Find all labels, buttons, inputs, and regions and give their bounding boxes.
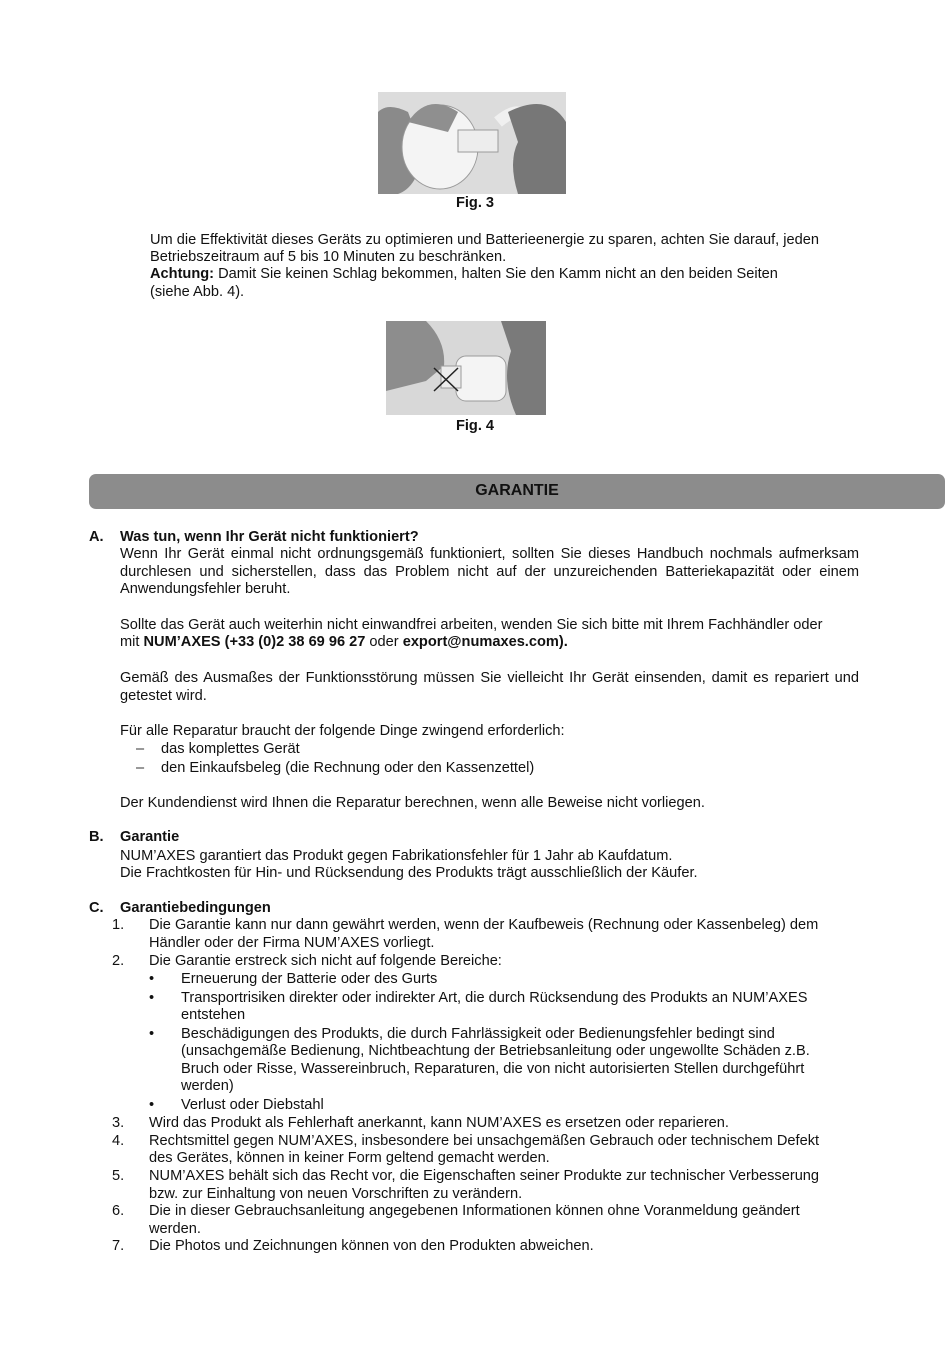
section-c-title: Garantiebedingungen	[120, 900, 271, 916]
section-c-letter: C.	[89, 900, 104, 916]
sub-item-line: Verlust oder Diebstahl	[181, 1097, 324, 1113]
list-number: 4.	[112, 1133, 125, 1149]
section-b-line-2: Die Frachtkosten für Hin- und Rücksendung des Produkts trägt ausschließlich der Käufer.	[120, 865, 698, 881]
list-item: das komplettes Gerät	[161, 741, 300, 757]
condition-line: Wird das Produkt als Fehlerhaft anerkannt, kann NUM’AXES es ersetzen oder reparieren.	[149, 1115, 729, 1131]
section-b-title: Garantie	[120, 829, 180, 845]
section-a-letter: A.	[89, 529, 104, 545]
list-dash: –	[136, 760, 145, 776]
garantie-banner	[89, 474, 945, 509]
section-b-letter: B.	[89, 829, 104, 845]
list-number: 1.	[112, 917, 125, 933]
condition-line: Händler oder der Firma NUM’AXES vorliegt.	[149, 935, 435, 951]
warning-label: Achtung:	[150, 266, 215, 282]
intro-line-1: Um die Effektivität dieses Geräts zu optimieren und Batterieenergie zu sparen, achten Sie darauf, jeden	[150, 232, 819, 248]
section-b-line-1: NUM’AXES garantiert das Produkt gegen Fabrikationsfehler für 1 Jahr ab Kaufdatum.	[120, 848, 673, 864]
section-a-paragraph-4: Für alle Reparatur braucht der folgende Dinge zwingend erforderlich:	[120, 723, 565, 739]
section-a-paragraph-2-line-2	[120, 634, 568, 652]
figure-4-photo	[386, 321, 546, 415]
list-number: 2.	[112, 953, 125, 969]
sub-item-line: Transportrisiken direkter oder indirekter Art, die durch Rücksendung des Produkts an NUM’AXES	[181, 990, 808, 1006]
condition-line: werden.	[149, 1221, 201, 1237]
section-a-paragraph-3: Gemäß des Ausmaßes der Funktionsstörung müssen Sie vielleicht Ihr Gerät einsenden, damit es repariert und getestet wird.	[120, 670, 859, 704]
contact-email: export@numaxes.com).	[402, 634, 568, 650]
condition-line: Rechtsmittel gegen NUM’AXES, insbesondere bei unsachgemäßen Gebrauch oder technischem Defekt	[149, 1133, 820, 1149]
list-number: 5.	[112, 1168, 125, 1184]
sub-item-line: entstehen	[181, 1007, 246, 1023]
intro-line-2: Betriebszeitraum auf 5 bis 10 Minuten zu beschränken.	[150, 249, 507, 265]
oder-text: oder	[365, 634, 403, 650]
condition-line: bzw. zur Einhaltung von neuen Vorschriften zu verändern.	[149, 1186, 523, 1202]
banner-title: GARANTIE	[475, 482, 559, 499]
warning-text: Damit Sie keinen Schlag bekommen, halten Sie den Kamm nicht an den beiden Seiten	[214, 266, 778, 282]
list-number: 3.	[112, 1115, 125, 1131]
condition-line: Die Garantie kann nur dann gewährt werden, wenn der Kaufbeweis (Rechnung oder Kassenbeleg) dem	[149, 917, 819, 933]
sub-item-line: Erneuerung der Batterie oder des Gurts	[181, 971, 438, 987]
figure-4-caption: Fig. 4	[455, 418, 495, 434]
warning-line-1	[150, 266, 778, 284]
condition-line: des Gerätes, können in keiner Form geltend gemacht werden.	[149, 1150, 550, 1166]
condition-line: Die in dieser Gebrauchsanleitung angegebenen Informationen können ohne Voranmeldung geändert	[149, 1203, 800, 1219]
mit-text: mit	[120, 634, 144, 650]
section-a-paragraph-2-line-1: Sollte das Gerät auch weiterhin nicht einwandfrei arbeiten, wenden Sie sich bitte mit Ihrem Fachhändler oder	[120, 617, 823, 633]
sub-item-line: Bruch oder Risse, Wassereinbruch, Reparaturen, die von nicht autorisierten Stellen durchgeführt	[181, 1061, 805, 1077]
bullet-icon: •	[149, 971, 155, 987]
condition-line: Die Garantie erstreck sich nicht auf folgende Bereiche:	[149, 953, 502, 969]
figure-3-photo	[378, 92, 566, 194]
section-a-paragraph-1: Wenn Ihr Gerät einmal nicht ordnungsgemäß funktioniert, sollten Sie dieses Handbuch nochmals aufmerksam durchlesen und sicherstellen, dass das Problem nicht auf der unzureichenden Batteriekapazität oder einem Anwendungsfehler beruht.	[120, 546, 859, 597]
sub-item-line: (unsachgemäße Bedienung, Nichtbeachtung der Betriebsanleitung oder ungewollte Schäden z.B.	[181, 1043, 810, 1059]
bullet-icon: •	[149, 1026, 155, 1042]
warning-line-2: (siehe Abb. 4).	[150, 284, 245, 300]
bullet-icon: •	[149, 990, 155, 1006]
list-number: 6.	[112, 1203, 125, 1219]
section-a-paragraph-5: Der Kundendienst wird Ihnen die Reparatur berechnen, wenn alle Beweise nicht vorliegen.	[120, 795, 705, 811]
list-number: 7.	[112, 1238, 125, 1254]
sub-item-line: werden)	[181, 1078, 234, 1094]
list-item: den Einkaufsbeleg (die Rechnung oder den Kassenzettel)	[161, 760, 535, 776]
condition-line: Die Photos und Zeichnungen können von den Produkten abweichen.	[149, 1238, 594, 1254]
bullet-icon: •	[149, 1097, 155, 1113]
contact-phone: NUM’AXES (+33 (0)2 38 69 96 27	[143, 634, 366, 650]
sub-item-line: Beschädigungen des Produkts, die durch Fahrlässigkeit oder Bedienungsfehler bedingt sind	[181, 1026, 775, 1042]
figure-3-caption: Fig. 3	[455, 195, 495, 211]
section-a-title: Was tun, wenn Ihr Gerät nicht funktioniert?	[120, 529, 419, 545]
list-dash: –	[136, 741, 145, 757]
condition-line: NUM’AXES behält sich das Recht vor, die Eigenschaften seiner Produkte zur technischer Verbesserung	[149, 1168, 820, 1184]
